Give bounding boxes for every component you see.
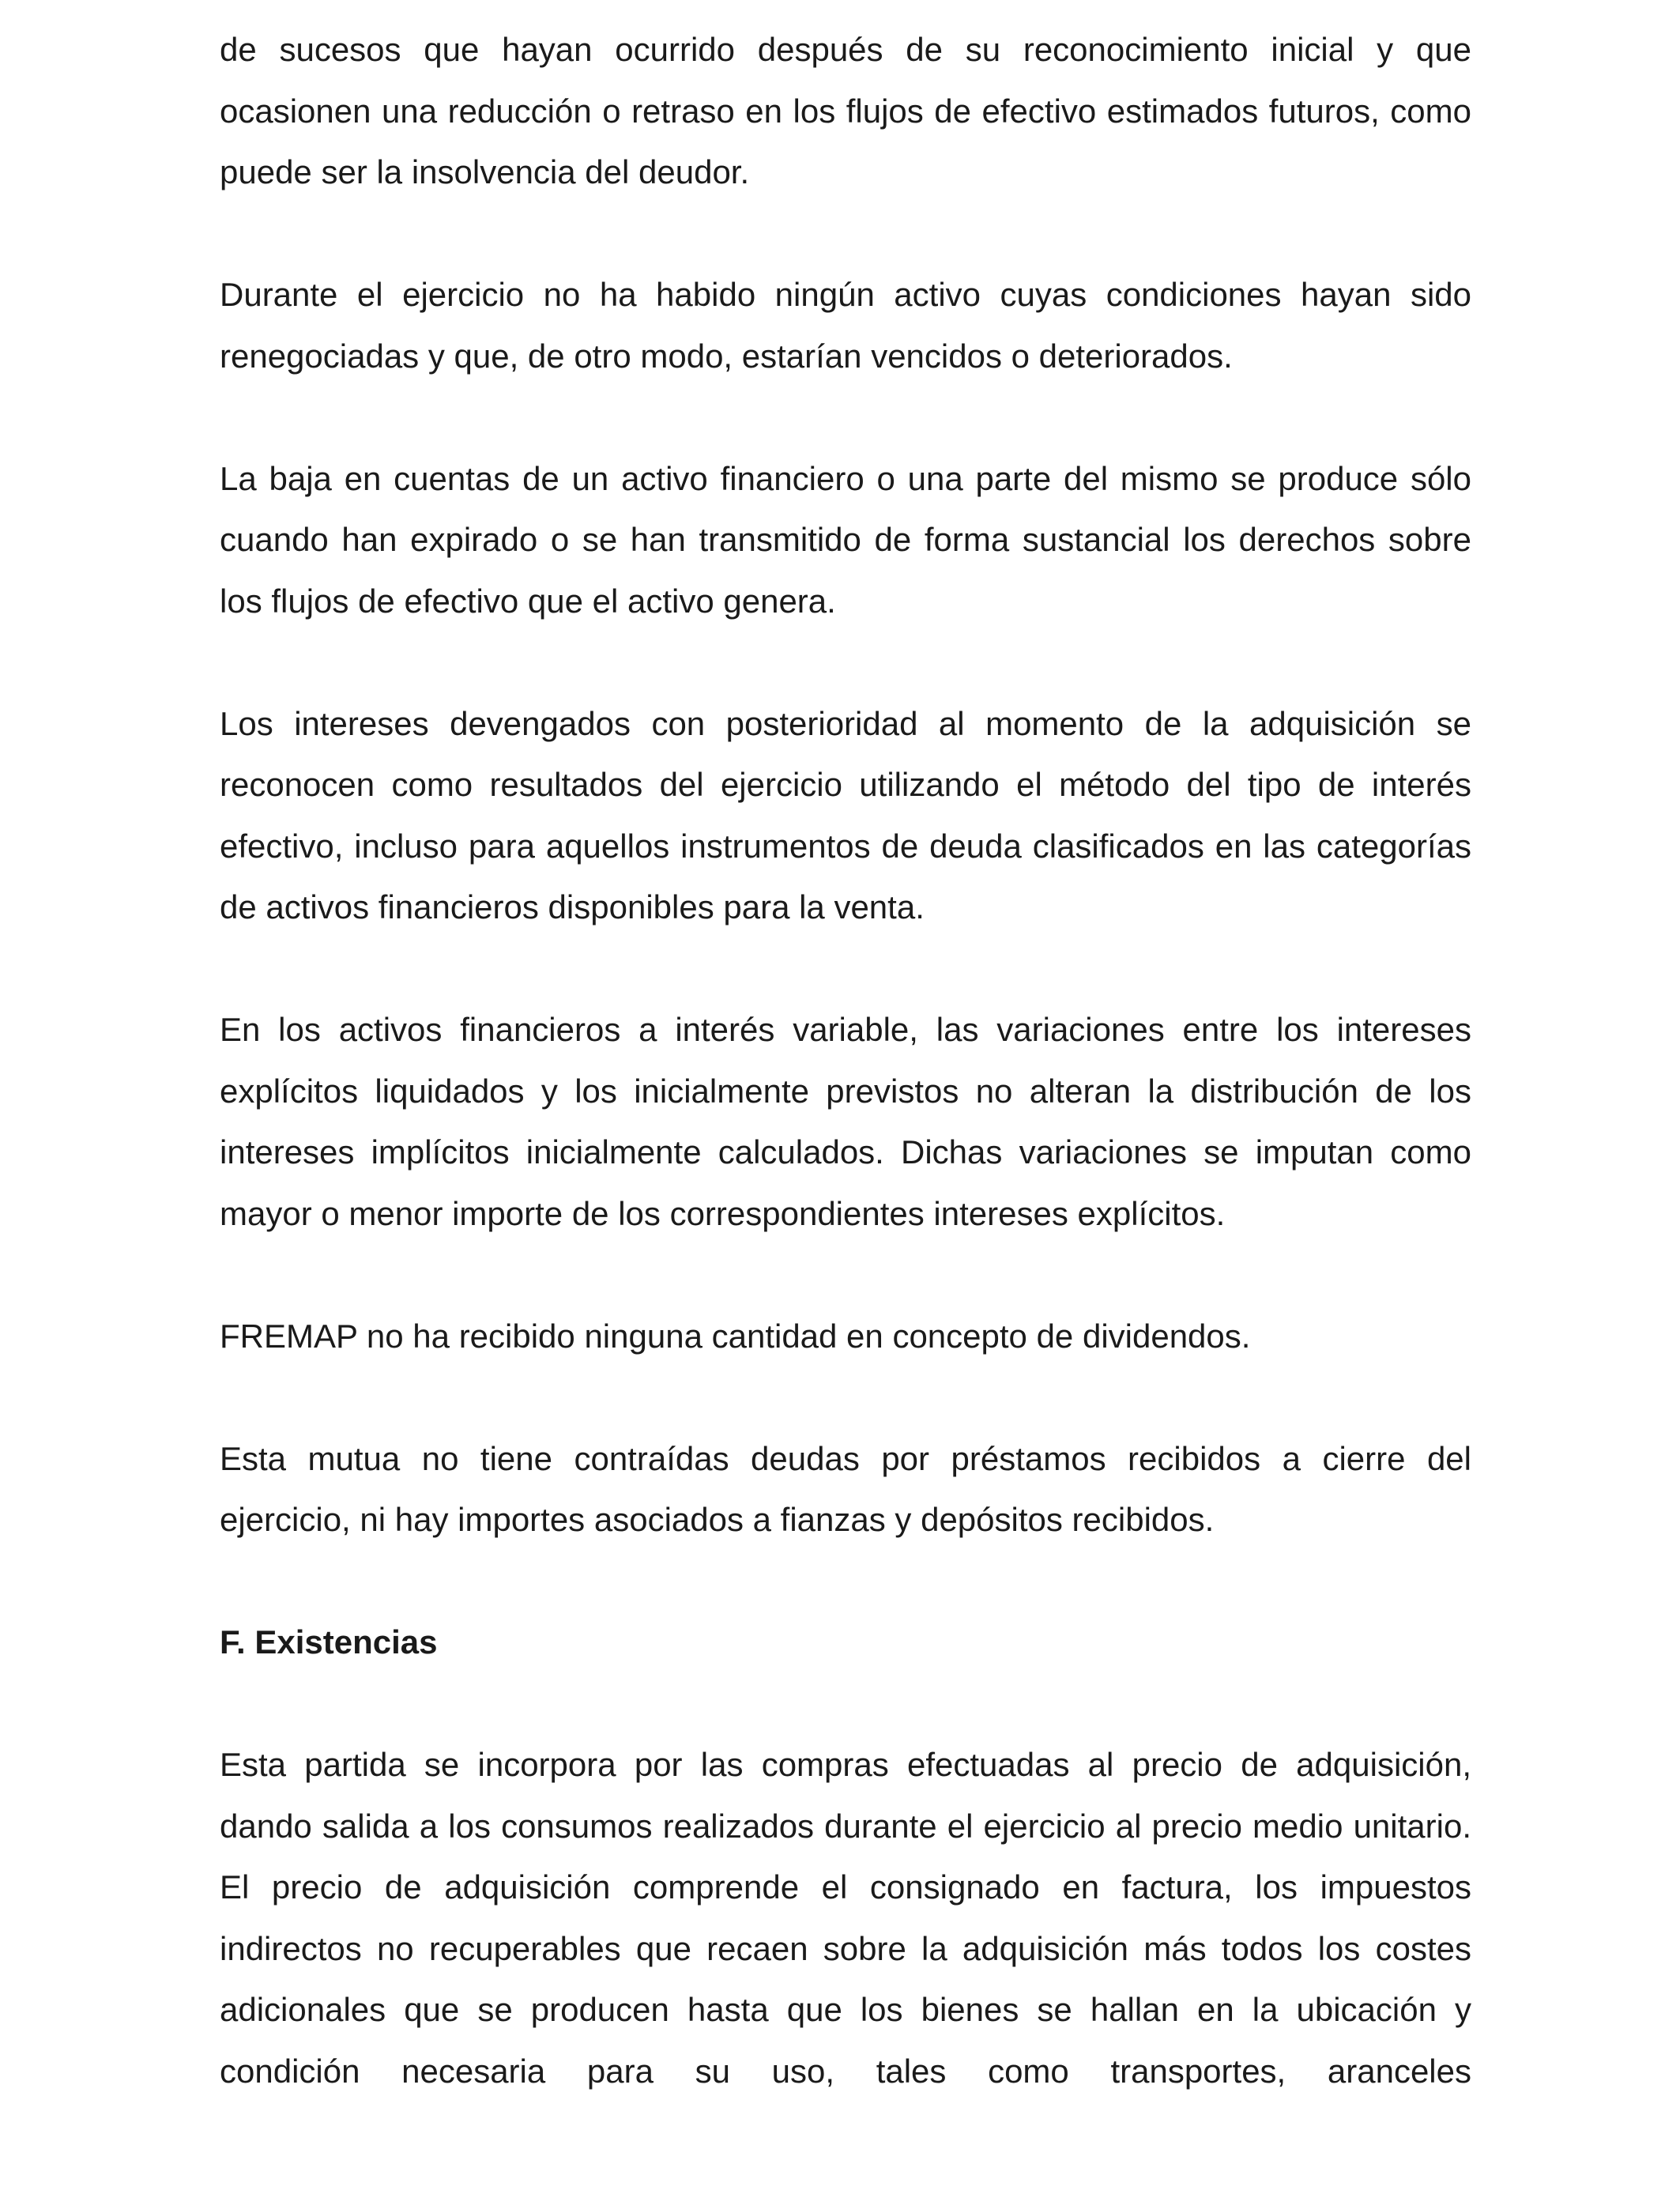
paragraph-intereses-devengados: Los intereses devengados con posterioridad al momento de la adquisición se reconocen como resultados del ejercicio utilizando el método del tipo de interés efectivo, incluso para aquellos instrumentos de deuda clasificados en las categorías de activos financieros disponibles para la venta. xyxy=(220,704,1471,925)
paragraph-existencias: Esta partida se incorpora por las compras efectuadas al precio de adquisición, dando salida a los consumos realizados durante el ejercicio al precio medio unitario. El precio de adquisición comprende el consignado en factura, los impuestos indirectos no recuperables que recaen sobre la adquisición más todos los costes adicionales que se producen hasta que los bienes se hallan en la ubicación y condición necesaria para su uso, tales como transportes, aranceles xyxy=(220,1746,1471,2090)
paragraph-deudas-prestamos: Esta mutua no tiene contraídas deudas por préstamos recibidos a cierre del ejercicio, ni hay importes asociados a fianzas y depósitos recibidos. xyxy=(220,1439,1471,1538)
paragraph-interes-variable: En los activos financieros a interés variable, las variaciones entre los intereses explícitos liquidados y los inicialmente previstos no alteran la distribución de los intereses implícitos inicialmente calculados. Dichas variaciones se imputan como mayor o menor importe de los correspondientes intereses explícitos. xyxy=(220,1011,1471,1232)
paragraph-dividendos: FREMAP no ha recibido ninguna cantidad en concepto de dividendos. xyxy=(220,1317,1251,1355)
paragraph-deterioro-sucesos: de sucesos que hayan ocurrido después de su reconocimiento inicial y que ocasionen una reducción o retraso en los flujos de efectivo estimados futuros, como puede ser la insolvencia del deudor. xyxy=(220,31,1471,190)
document-body xyxy=(220,19,1471,2102)
section-heading-existencias: F. Existencias xyxy=(220,1623,438,1661)
paragraph-activos-renegociados: Durante el ejercicio no ha habido ningún activo cuyas condiciones hayan sido renegociadas y que, de otro modo, estarían vencidos o deteriorados. xyxy=(220,276,1471,375)
paragraph-baja-activo-financiero: La baja en cuentas de un activo financiero o una parte del mismo se produce sólo cuando han expirado o se han transmitido de forma sustancial los derechos sobre los flujos de efectivo que el activo genera. xyxy=(220,459,1471,620)
